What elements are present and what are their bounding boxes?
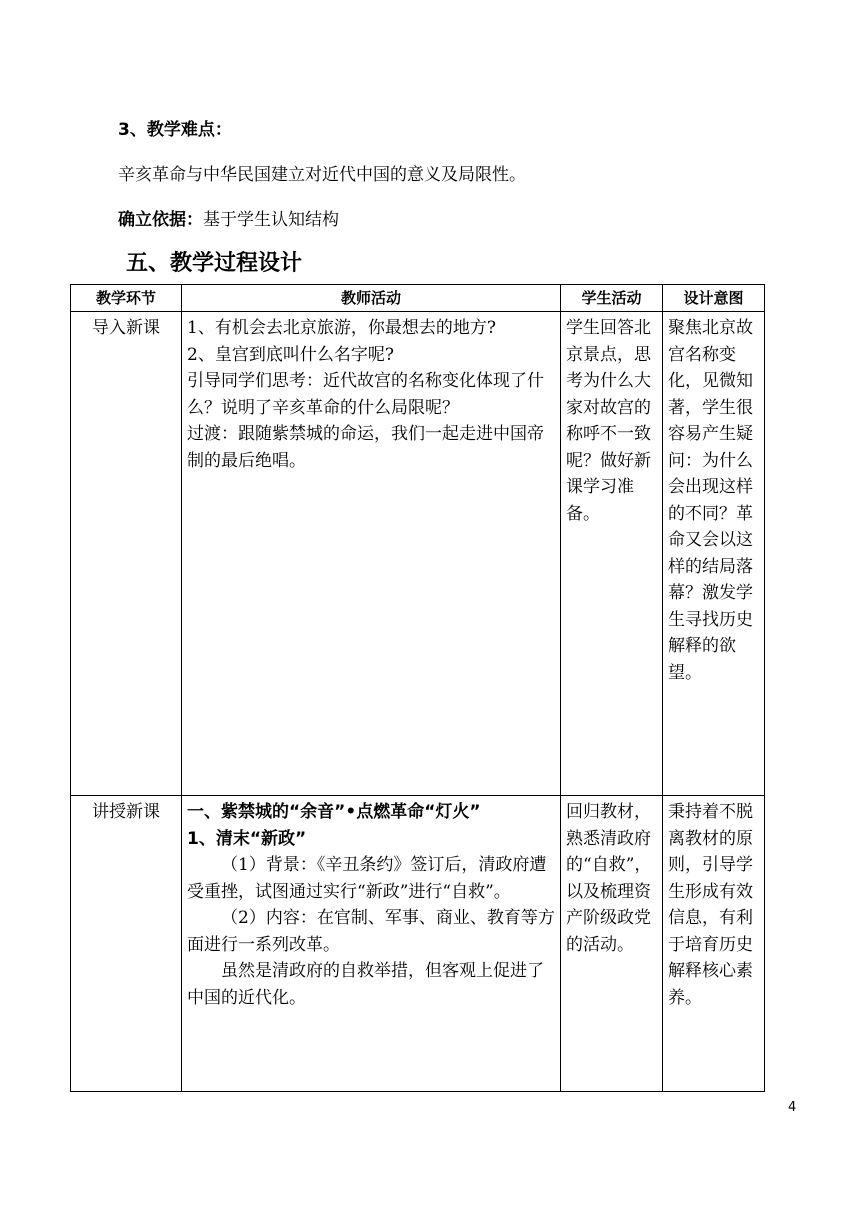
teacher-activity-cell bbox=[182, 796, 561, 1092]
teacher-line: 1、有机会去北京旅游，你最想去的地方? bbox=[187, 318, 496, 338]
teacher-line: （2）内容：在官制、军事、商业、教育等方面进行一系列改革。 bbox=[187, 908, 555, 955]
header-student-activity: 学生活动 bbox=[561, 285, 663, 312]
design-intent-cell: 秉持着不脱离教材的原则，引导学生形成有效信息，有利于培育历史解释核心素养。 bbox=[663, 796, 765, 1092]
teacher-line: （1）背景：《辛丑条约》签订后，清政府遭受重挫，试图通过实行“新政”进行“自救”。 bbox=[187, 855, 547, 902]
design-intent-cell: 聚焦北京故宫名称变化，见微知著，学生很容易产生疑问：为什么会出现这样的不同？革命又会以这样的结局落幕？激发学生寻找历史解释的欲望。 bbox=[663, 312, 765, 796]
process-design-table bbox=[70, 284, 765, 1092]
teacher-line: 一、紫禁城的“余音”•点燃革命“灯火” bbox=[187, 802, 481, 822]
header-stage: 教学环节 bbox=[71, 285, 182, 312]
teaching-difficulty-text: 辛亥革命与中华民国建立对近代中国的意义及局限性。 bbox=[118, 165, 526, 185]
header-design-intent: 设计意图 bbox=[663, 285, 765, 312]
teacher-line: 2、皇宫到底叫什么名字呢? bbox=[187, 344, 394, 365]
teacher-line: 虽然是清政府的自救举措，但客观上促进了中国的近代化。 bbox=[187, 961, 544, 1008]
teacher-activity-cell bbox=[182, 312, 561, 796]
basis-text: 基于学生认知结构 bbox=[203, 210, 339, 230]
basis-line bbox=[118, 205, 339, 230]
table-row bbox=[71, 312, 765, 796]
teacher-line: 引导同学们思考：近代故宫的名称变化体现了什么？说明了辛亥革命的什么局限呢？ bbox=[187, 371, 544, 418]
page-number: 4 bbox=[788, 1100, 797, 1115]
table-row bbox=[71, 796, 765, 1092]
table-header-row bbox=[71, 285, 765, 312]
stage-cell: 导入新课 bbox=[71, 312, 182, 796]
teacher-line: 过渡：跟随紫禁城的命运，我们一起走进中国帝制的最后绝唱。 bbox=[187, 424, 544, 471]
section-5-heading: 五、教学过程设计 bbox=[126, 251, 303, 276]
student-activity-cell: 学生回答北京景点，思考为什么大家对故宫的称呼不一致呢？做好新课学习准备。 bbox=[561, 312, 663, 796]
stage-cell: 讲授新课 bbox=[71, 796, 182, 1092]
student-activity-cell: 回归教材，熟悉清政府的“自救”，以及梳理资产阶级政党的活动。 bbox=[561, 796, 663, 1092]
section-3-heading: 3、教学难点： bbox=[118, 120, 232, 140]
header-teacher-activity: 教师活动 bbox=[182, 285, 561, 312]
basis-label: 确立依据： bbox=[118, 210, 203, 230]
teacher-line: 1、清末“新政” bbox=[187, 828, 307, 849]
